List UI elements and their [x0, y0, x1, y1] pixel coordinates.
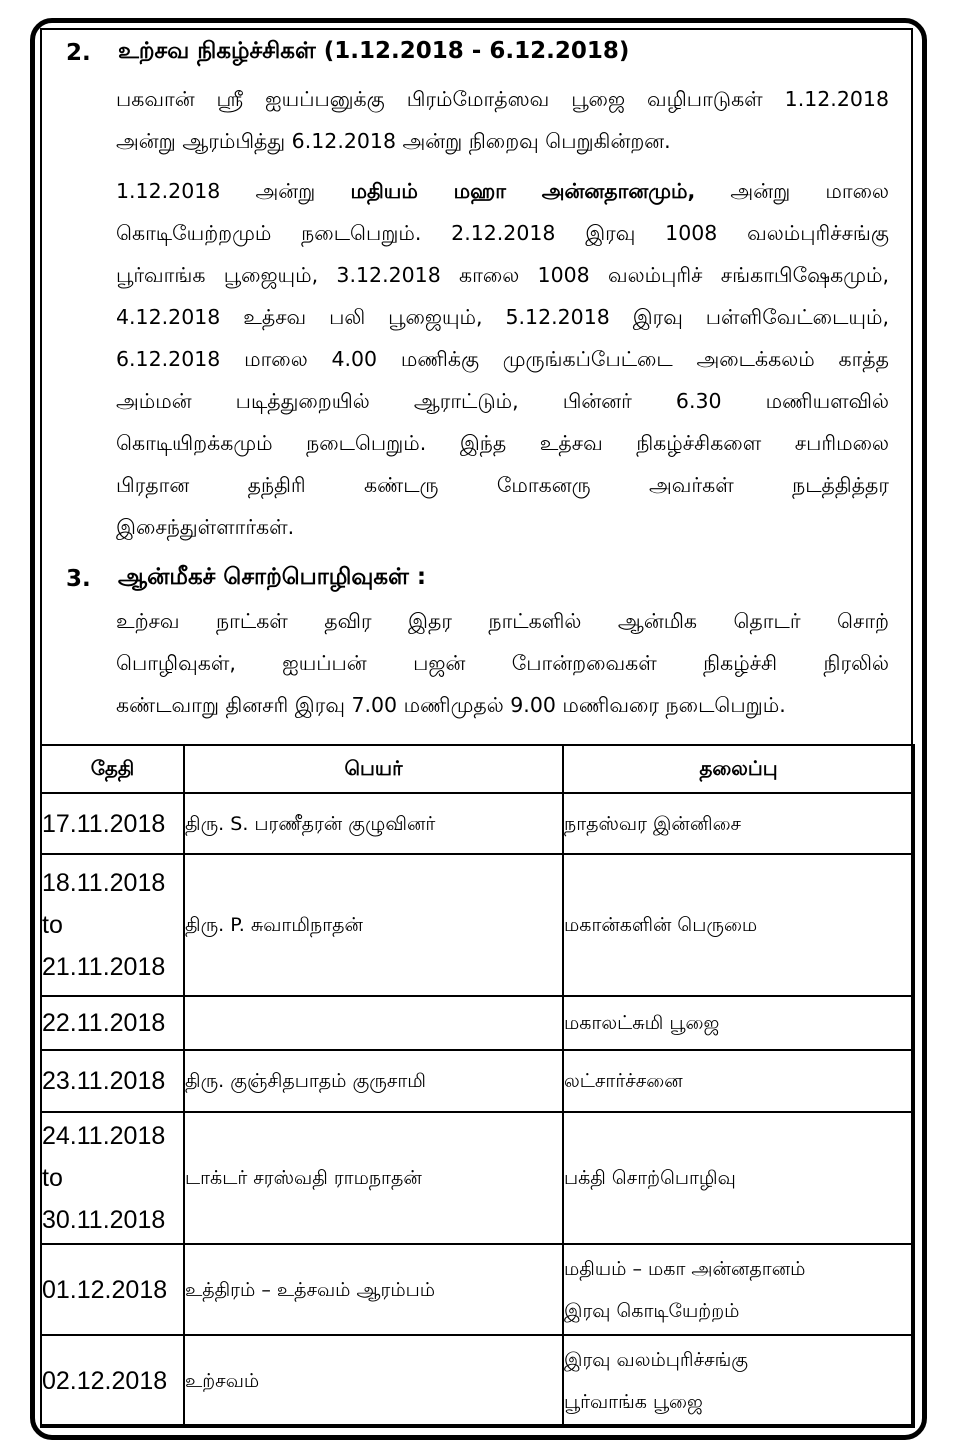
date-cell — [41, 854, 184, 996]
section-3-paragraph — [116, 600, 889, 726]
text-fragment: அன்று மாலை — [695, 179, 889, 203]
date-cell — [41, 1112, 184, 1244]
cell-line: மகாலட்சுமி பூஜை — [564, 1012, 720, 1034]
cell-line: 30.11.2018 — [42, 1206, 166, 1234]
table-row — [41, 1112, 914, 1244]
date-cell — [41, 1335, 184, 1427]
text-line — [116, 170, 889, 212]
section-2-paragraph-1 — [116, 78, 889, 162]
cell-line: பக்தி சொற்பொழிவு — [564, 1167, 736, 1189]
section-3-title: ஆன்மீகச் சொற்பொழிவுகள் : — [118, 564, 427, 590]
cell-line: இரவு வலம்புரிச்சங்கு — [564, 1349, 749, 1371]
text-line: கொடியேற்றமும் நடைபெறும். 2.12.2018 இரவு 1008 வலம்புரிச்சங்கு — [116, 221, 889, 245]
cell-line: லட்சார்ச்சனை — [564, 1070, 683, 1092]
table-row — [41, 793, 914, 854]
table-row — [41, 1050, 914, 1112]
cell-line: திரு. குஞ்சிதபாதம் குருசாமி — [185, 1070, 426, 1092]
name-cell — [184, 793, 563, 854]
cell-line: திரு. P. சுவாமிநாதன் — [185, 914, 363, 936]
cell-line: உற்சவம் — [185, 1370, 260, 1392]
text-fragment: 1.12.2018 அன்று — [116, 179, 351, 203]
text-line: 6.12.2018 மாலை 4.00 மணிக்கு முருங்கப்பேட்டை அடைக்கலம் காத்த — [116, 347, 889, 371]
text-area — [40, 28, 913, 745]
cell-line: நாதஸ்வர இன்னிசை — [564, 812, 742, 835]
topic-cell — [563, 854, 914, 996]
text-line: கொடியிறக்கமும் நடைபெறும். இந்த உத்சவ நிகழ்ச்சிகளை சபரிமலை — [116, 431, 889, 455]
name-cell — [184, 1050, 563, 1112]
text-line: பூர்வாங்க பூஜையும், 3.12.2018 காலை 1008 வலம்புரிச் சங்காபிஷேகமும், — [116, 263, 889, 287]
bold-text: மதியம் மஹா அன்னதானமும், — [350, 179, 696, 203]
header-name: பெயர் — [184, 745, 563, 793]
date-cell — [41, 1050, 184, 1112]
text-line: அம்மன் படித்துறையில் ஆராட்டும், பின்னர் 6.30 மணியளவில் — [116, 389, 889, 413]
section-2-number: 2. — [66, 39, 91, 66]
table-row — [41, 854, 914, 996]
cell-line: 01.12.2018 — [42, 1275, 168, 1304]
text-line: பிரதான தந்திரி கண்டரு மோகனரு அவர்கள் நடத்தித்தர — [116, 473, 889, 497]
cell-line: இரவு கொடியேற்றம் — [564, 1299, 740, 1322]
section-2-title: உற்சவ நிகழ்ச்சிகள் (1.12.2018 - 6.12.2018) — [118, 38, 630, 64]
cell-line: 23.11.2018 — [42, 1067, 166, 1095]
cell-line: to — [42, 1164, 63, 1192]
cell-line: 22.11.2018 — [42, 1009, 166, 1037]
cell-line: டாக்டர் சரஸ்வதி ராமநாதன் — [185, 1167, 422, 1189]
section-2-heading — [66, 38, 629, 67]
table-row — [41, 1335, 914, 1427]
section-3-number: 3. — [66, 565, 91, 592]
cell-line: உத்திரம் – உத்சவம் ஆரம்பம் — [185, 1278, 436, 1301]
topic-cell — [563, 1050, 914, 1112]
table-header-row — [41, 745, 914, 793]
cell-line: 21.11.2018 — [42, 953, 166, 981]
name-cell — [184, 854, 563, 996]
text-line: கண்டவாறு தினசரி இரவு 7.00 மணிமுதல் 9.00 மணிவரை நடைபெறும். — [116, 693, 786, 717]
text-line: 4.12.2018 உத்சவ பலி பூஜையும், 5.12.2018 இரவு பள்ளிவேட்டையும், — [116, 305, 889, 329]
date-cell — [41, 1244, 184, 1335]
table-row — [41, 1244, 914, 1335]
topic-cell — [563, 1335, 914, 1427]
cell-line: 02.12.2018 — [42, 1367, 168, 1395]
text-line: அன்று ஆரம்பித்து 6.12.2018 அன்று நிறைவு பெறுகின்றன. — [116, 129, 671, 153]
section-3-heading — [66, 564, 426, 593]
name-cell — [184, 1335, 563, 1427]
cell-line: to — [42, 911, 63, 939]
text-line: இசைந்துள்ளார்கள். — [116, 515, 295, 539]
cell-line: 24.11.2018 — [42, 1122, 166, 1150]
name-cell — [184, 1244, 563, 1335]
topic-cell — [563, 1244, 914, 1335]
section-2-paragraph-2 — [116, 170, 889, 548]
topic-cell — [563, 996, 914, 1050]
text-line: பகவான் ஸ்ரீ ஐயப்பனுக்கு பிரம்மோத்ஸவ பூஜை வழிபாடுகள் 1.12.2018 — [116, 87, 889, 111]
name-cell — [184, 1112, 563, 1244]
cell-line: பூர்வாங்க பூஜை — [564, 1391, 703, 1413]
cell-line: 18.11.2018 — [42, 869, 166, 897]
date-cell — [41, 996, 184, 1050]
date-cell — [41, 793, 184, 854]
cell-line: மகான்களின் பெருமை — [564, 914, 758, 936]
topic-cell — [563, 1112, 914, 1244]
cell-line: 17.11.2018 — [42, 809, 166, 838]
cell-line: மதியம் – மகா அன்னதானம் — [564, 1257, 806, 1280]
table-row — [41, 996, 914, 1050]
name-cell — [184, 996, 563, 1050]
schedule-table — [40, 744, 915, 1428]
text-line: உற்சவ நாட்கள் தவிர இதர நாட்களில் ஆன்மிக தொடர் சொற் — [116, 609, 889, 633]
header-date: தேதி — [41, 745, 184, 793]
header-topic: தலைப்பு — [563, 745, 914, 793]
topic-cell — [563, 793, 914, 854]
cell-line: திரு. S. பரணீதரன் குழுவினர் — [185, 812, 436, 835]
text-line: பொழிவுகள், ஐயப்பன் பஜன் போன்றவைகள் நிகழ்ச்சி நிரலில் — [116, 651, 889, 675]
